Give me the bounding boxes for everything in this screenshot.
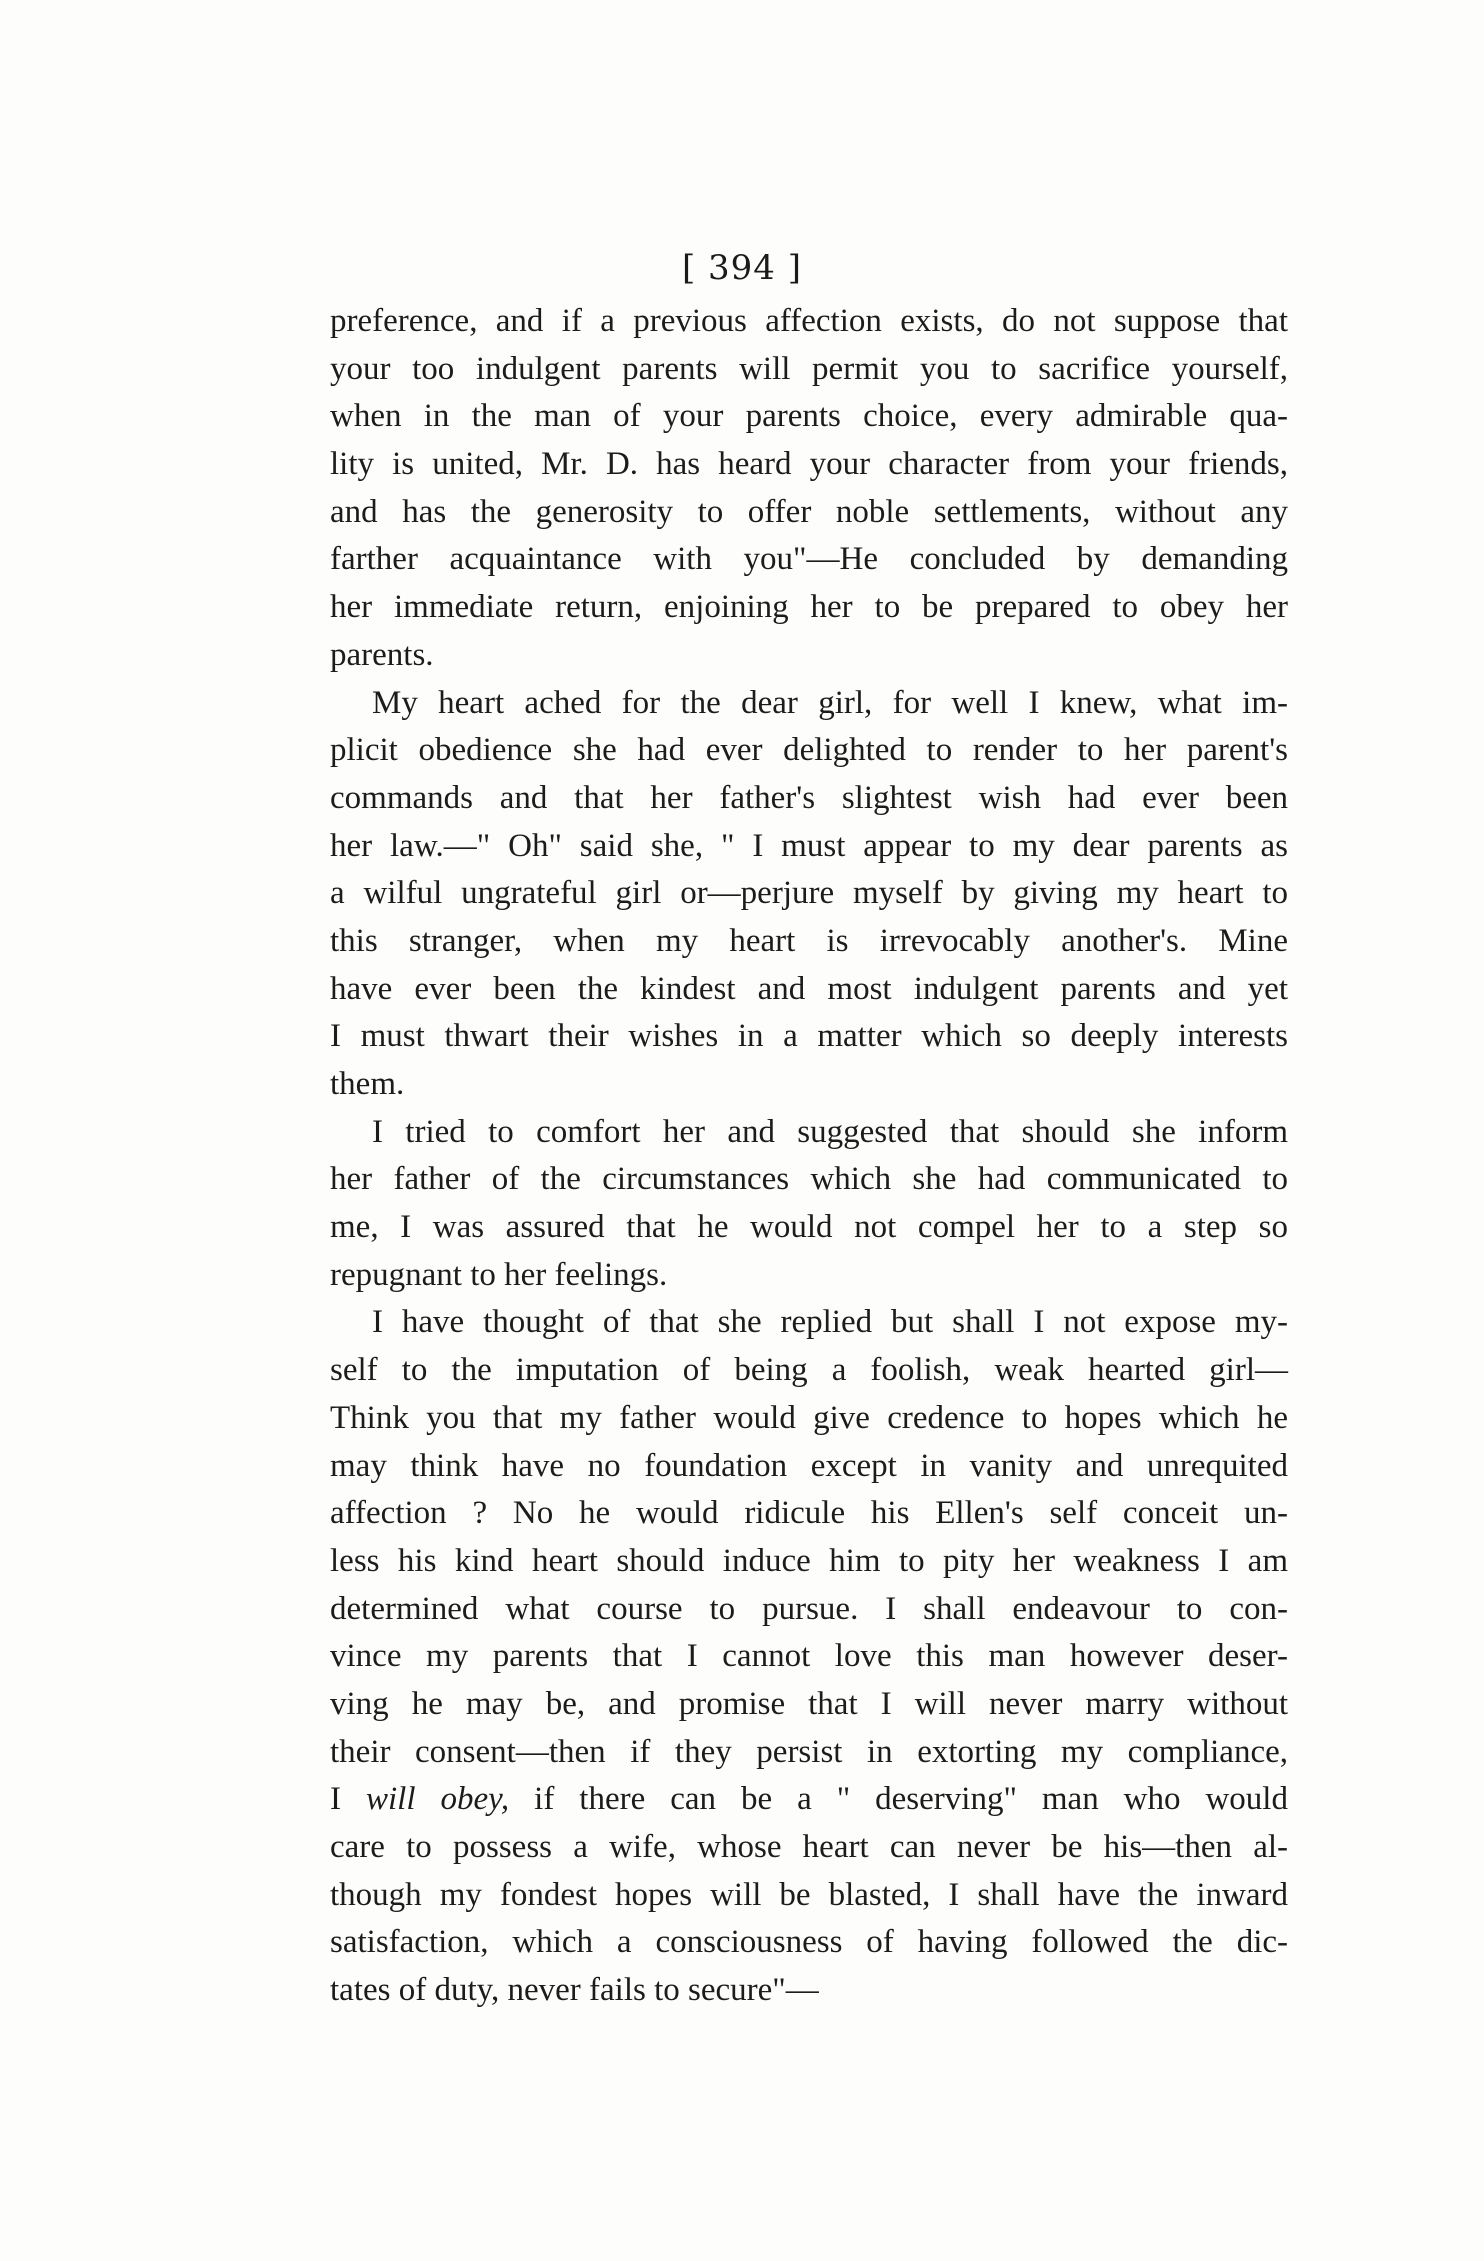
text-line: them. [330,1066,405,1102]
text-line: a wilful ungrateful girl or—perjure myself by giving my heart to [330,875,1288,912]
text-line: and has the generosity to offer noble settlements, without any [330,493,1288,530]
text-line: repugnant to her feelings. [330,1256,668,1293]
text-line: vince my parents that I cannot love this man however deser- [330,1638,1288,1675]
text-line: plicit obedience she had ever delighted to render to her parent's [330,732,1288,769]
body-text [330,298,1288,2015]
text-line: their consent—then if they persist in extorting my compliance, [330,1733,1288,1770]
text-line: Think you that my father would give credence to hopes which he [330,1399,1288,1436]
text-line: I tried to comfort her and suggested that should she inform [372,1113,1288,1150]
text-line: My heart ached for the dear girl, for well I knew, what im- [372,684,1288,721]
text-line: this stranger, when my heart is irrevocably another's. Mine [330,922,1288,959]
text-line: parents. [330,636,434,673]
italic-text: will obey, [365,1781,510,1818]
text-line: preference, and if a previous affection exists, do not suppose that [330,303,1288,339]
text-line: self to the imputation of being a foolish, weak hearted girl— [330,1352,1288,1389]
text-line: may think have no foundation except in vanity and unrequited [330,1447,1288,1484]
text-line: lity is united, Mr. D. has heard your character from your friends, [330,446,1288,483]
text-line [330,1776,1288,1824]
text-line: affection ? No he would ridicule his Ellen's self conceit un- [330,1495,1288,1532]
text-line: commands and that her father's slightest wish had ever been [330,779,1288,816]
text-line: have ever been the kindest and most indulgent parents and yet [330,970,1288,1007]
text-line: determined what course to pursue. I shall endeavour to con- [330,1590,1288,1627]
text-line: tates of duty, never fails to secure"— [330,1972,819,2009]
text-line: your too indulgent parents will permit you to sacrifice yourself, [330,350,1288,387]
text-line: though my fondest hopes will be blasted, I shall have the inward [330,1876,1288,1913]
text-line: me, I was assured that he would not compel her to a step so [330,1209,1288,1246]
text-line: farther acquaintance with you"—He concluded by demanding [330,541,1288,578]
text-line: her immediate return, enjoining her to be prepared to obey her [330,589,1288,626]
text-line: when in the man of your parents choice, every admirable qua- [330,398,1288,435]
text-segment: I [330,1781,366,1818]
page-number: [ 394 ] [681,248,803,288]
text-line: I must thwart their wishes in a matter which so deeply interests [330,1018,1288,1055]
text-line: less his kind heart should induce him to pity her weakness I am [330,1542,1288,1579]
text-line: care to possess a wife, whose heart can never be his—then al- [330,1829,1288,1865]
text-line: I have thought of that she replied but shall I not expose my- [372,1304,1288,1341]
text-line: ving he may be, and promise that I will never marry without [330,1685,1288,1722]
text-segment: if there can be a " deserving" man who would [509,1781,1288,1818]
text-line: her father of the circumstances which she had communicated to [330,1161,1288,1198]
text-line: her law.—" Oh" said she, " I must appear to my dear parents as [330,827,1288,864]
text-line: satisfaction, which a consciousness of having followed the dic- [330,1924,1288,1961]
